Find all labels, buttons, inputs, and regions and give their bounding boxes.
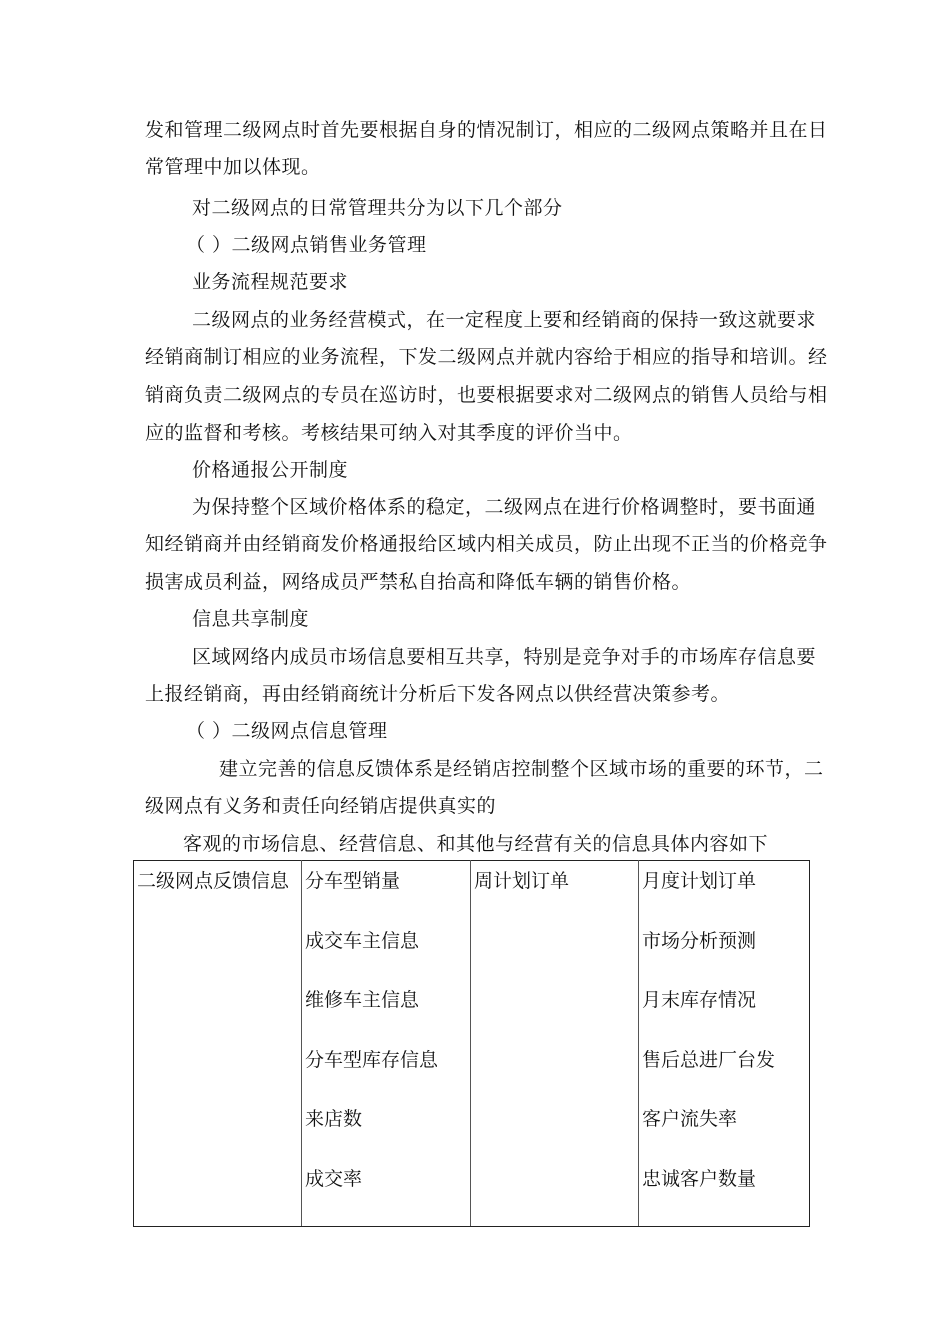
cell-text: 忠诚客户数量 xyxy=(642,1167,757,1190)
paragraph-line: 经销商制订相应的业务流程，下发二级网点并就内容给于相应的指导和培训。经 xyxy=(145,346,828,368)
paragraph: 客观的市场信息、经营信息、和其他与经营有关的信息具体内容如下 xyxy=(183,833,769,855)
cell-text: 成交车主信息 xyxy=(305,929,420,952)
cell-text: 分车型库存信息 xyxy=(305,1048,439,1071)
cell-text: 月末库存情况 xyxy=(642,989,757,1011)
cell-text: 成交率 xyxy=(305,1167,363,1190)
cell-text: 月度计划订单 xyxy=(642,870,757,892)
subsection-heading: 价格通报公开制度 xyxy=(192,459,349,481)
table-cell xyxy=(302,861,471,1227)
table-row xyxy=(134,861,810,1227)
paragraph-line: 区域网络内成员市场信息要相互共享，特别是竞争对手的市场库存信息要 xyxy=(192,646,817,668)
paragraph-line: 二级网点的业务经营模式，在一定程度上要和经销商的保持一致这就要求 xyxy=(192,309,817,331)
paragraph-line: 为保持整个区域价格体系的稳定，二级网点在进行价格调整时，要书面通 xyxy=(192,496,817,518)
cell-text: 二级网点反馈信息 xyxy=(137,870,290,892)
paragraph-line: 销商负责二级网点的专员在巡访时，也要根据要求对二级网点的销售人员给与相 xyxy=(145,384,828,406)
paragraph-line: 常管理中加以体现。 xyxy=(145,156,321,178)
table-cell xyxy=(639,861,810,1227)
cell-text: 周计划订单 xyxy=(474,870,570,892)
paragraph: 对二级网点的日常管理共分为以下几个部分 xyxy=(192,197,563,219)
section-heading: （ ）二级网点销售业务管理 xyxy=(186,234,427,256)
cell-text: 分车型销量 xyxy=(305,870,401,892)
info-table xyxy=(133,860,810,1227)
subsection-heading: 业务流程规范要求 xyxy=(192,271,349,293)
paragraph-line: 知经销商并由经销商发价格通报给区域内相关成员，防止出现不正当的价格竞争 xyxy=(145,533,828,555)
paragraph-line: 发和管理二级网点时首先要根据自身的情况制订，相应的二级网点策略并且在日 xyxy=(145,119,828,141)
paragraph-line: 级网点有义务和责任向经销店提供真实的 xyxy=(145,795,497,817)
cell-text: 维修车主信息 xyxy=(305,989,420,1011)
paragraph-line: 损害成员利益，网络成员严禁私自抬高和降低车辆的销售价格。 xyxy=(145,571,692,593)
table-cell xyxy=(134,861,302,1227)
cell-text: 市场分析预测 xyxy=(642,929,757,952)
paragraph-line: 建立完善的信息反馈体系是经销店控制整个区域市场的重要的环节，二 xyxy=(219,758,824,780)
cell-text: 来店数 xyxy=(305,1108,363,1130)
table-cell xyxy=(471,861,639,1227)
paragraph-line: 上报经销商，再由经销商统计分析后下发各网点以供经营决策参考。 xyxy=(145,683,731,705)
cell-text: 客户流失率 xyxy=(642,1108,738,1130)
subsection-heading: 信息共享制度 xyxy=(192,608,310,630)
cell-text: 售后总进厂台发 xyxy=(642,1048,776,1071)
paragraph-line: 应的监督和考核。考核结果可纳入对其季度的评价当中。 xyxy=(145,422,633,444)
section-heading: （ ）二级网点信息管理 xyxy=(186,720,388,742)
